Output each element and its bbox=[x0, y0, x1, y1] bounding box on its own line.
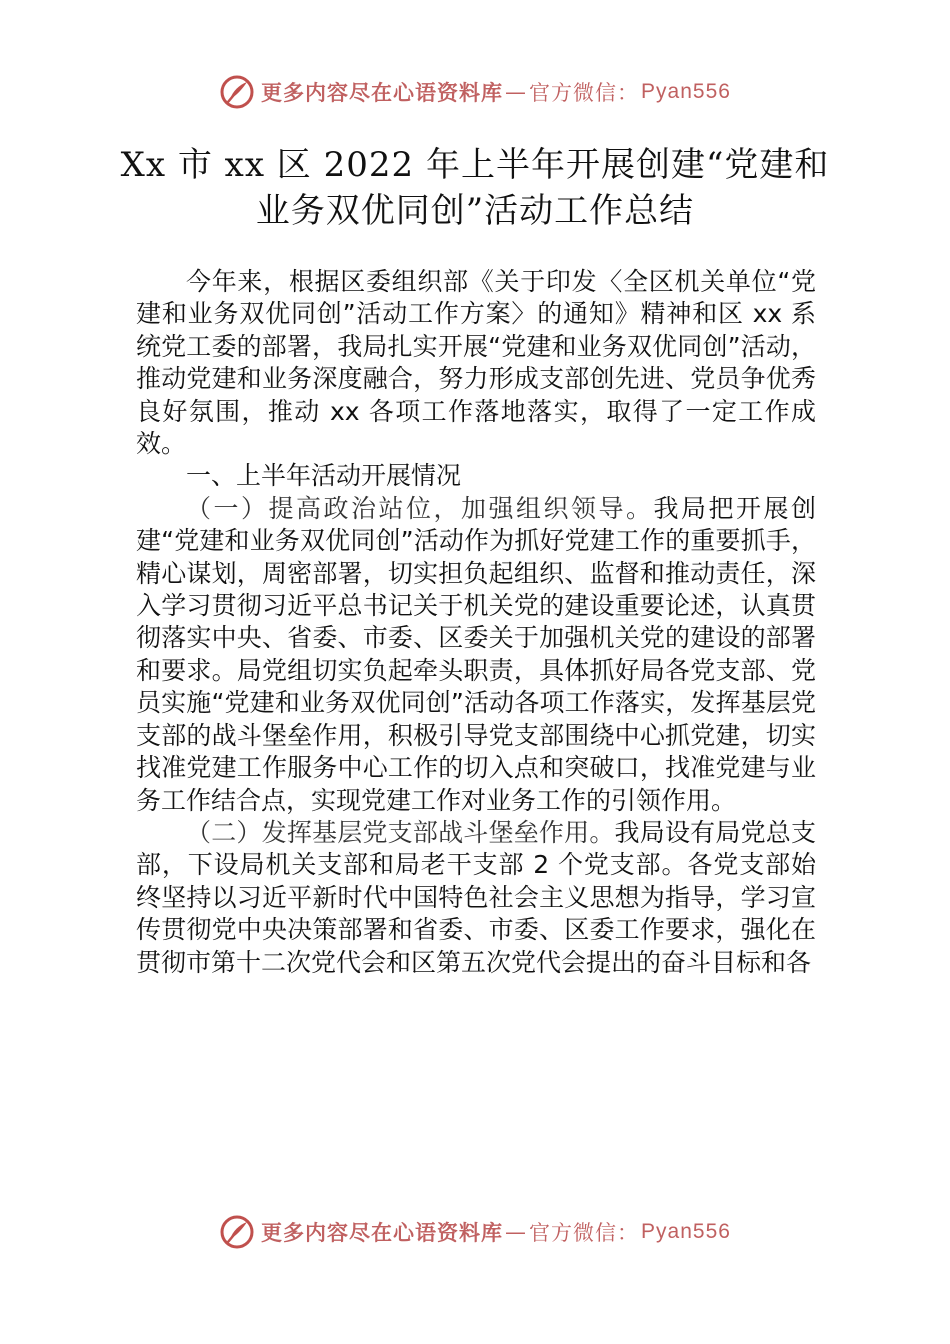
watermark-dash: — bbox=[505, 1220, 528, 1244]
watermark-label: 官方微信： bbox=[529, 1221, 640, 1245]
intro-paragraph: 今年来，根据区委组织部《关于印发〈全区机关单位“党建和业务双优同创”活动工作方案〉的通知》精神和区 xx 系统党工委的部署，我局扎实开展“党建和业务双优同创”活动，推动党建和业务深度融合，努力形成支部创先进、党员争优秀良好氛围，推动 xx 各项工作落地落实，取得了一定工作成效。 bbox=[136, 267, 816, 459]
subsection-1-lead: （一）提高政治站位，加强组织领导。 bbox=[186, 493, 654, 523]
watermark-dash: — bbox=[505, 80, 528, 104]
footer-watermark bbox=[0, 1212, 950, 1252]
subsection-2-text: 我局设有局党总支部，下设局机关支部和局老干支部 2 个党支部。各党支部始终坚持以习近平新时代中国特色社会主义思想为指导，学习宣传贯彻党中央决策部署和省委、市委、区委工作要求，强化在贯彻市第十二次党代会和区第五次党代会提出的奋斗目标和各 bbox=[136, 817, 816, 977]
watermark-id: Pyan556 bbox=[641, 1220, 731, 1243]
watermark-id: Pyan556 bbox=[641, 80, 731, 103]
watermark-brand: 更多内容尽在心语资料库 bbox=[261, 1220, 504, 1245]
quill-logo-icon bbox=[219, 1214, 255, 1250]
subsection-1-text: 我局把开展创建“党建和业务双优同创”活动作为抓好党建工作的重要抓手，精心谋划，周密部署，切实担负起组织、监督和推动责任，深入学习贯彻习近平总书记关于机关党的建设重要论述，认真贯彻落实中央、省委、市委、区委关于加强机关党的建设的部署和要求。局党组切实负起牵头职责，具体抓好局各党支部、党员实施“党建和业务双优同创”活动各项工作落实，发挥基层党支部的战斗堡垒作用，积极引导党支部围绕中心抓党建，切实找准党建工作服务中心工作的切入点和突破口，找准党建与业务工作结合点，实现党建工作对业务工作的引领作用。 bbox=[136, 493, 816, 815]
title-line-1: Xx 市 xx 区 2022 年上半年开展创建“党建和 bbox=[120, 145, 830, 185]
subsection-2-paragraph bbox=[136, 817, 816, 979]
title-line-2: 业务双优同创”活动工作总结 bbox=[255, 191, 695, 231]
document-title bbox=[100, 142, 850, 234]
header-watermark bbox=[0, 72, 950, 112]
subsection-2-lead: （二）发挥基层党支部战斗堡垒作用。 bbox=[186, 817, 615, 847]
subsection-1-paragraph bbox=[136, 493, 816, 817]
section-heading: 一、上半年活动开展情况 bbox=[186, 461, 462, 491]
document-body bbox=[136, 266, 816, 979]
quill-logo-icon bbox=[219, 74, 255, 110]
watermark-label: 官方微信： bbox=[529, 81, 640, 105]
watermark-brand: 更多内容尽在心语资料库 bbox=[261, 80, 504, 105]
